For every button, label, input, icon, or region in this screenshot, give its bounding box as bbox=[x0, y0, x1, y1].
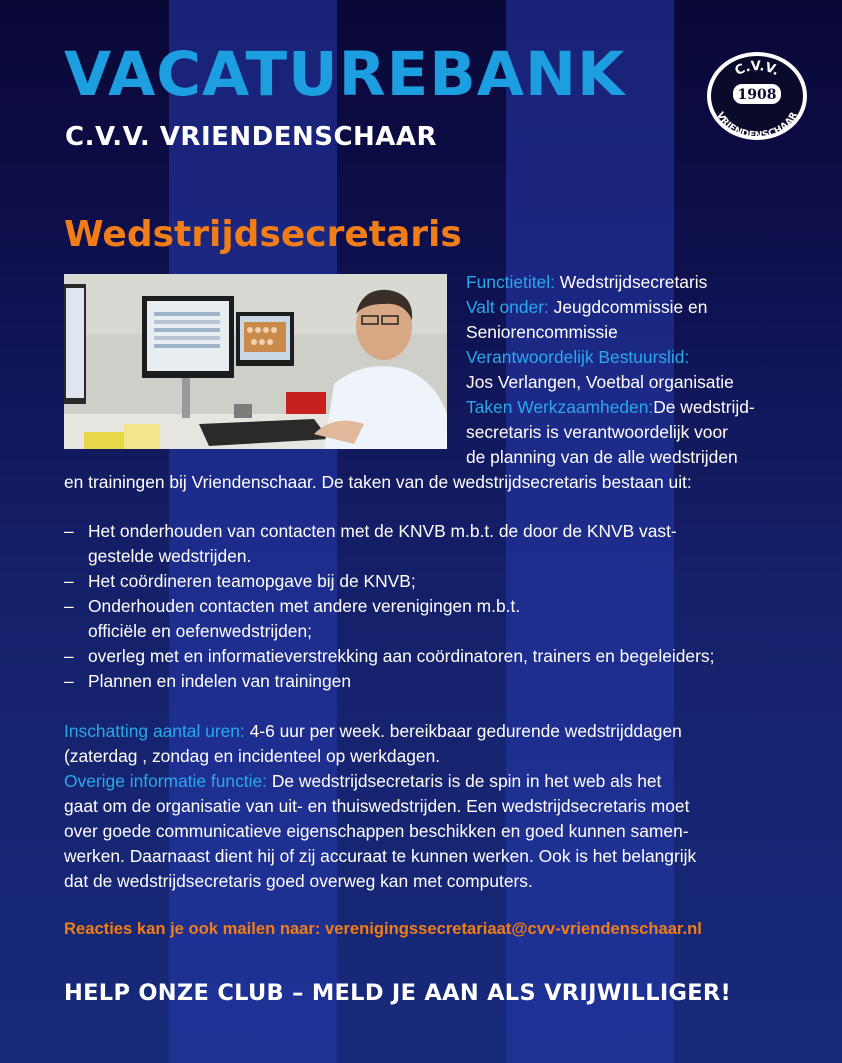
club-name: C.V.V. VRIENDENSCHAAR bbox=[65, 122, 438, 152]
logo-year: 1908 bbox=[737, 87, 777, 103]
tasks-value-2: secretaris is verantwoordelijk voor bbox=[466, 422, 728, 442]
function-title-value: Wedstrijdsecretaris bbox=[559, 272, 708, 292]
board-member-label: Verantwoordelijk Bestuurslid: bbox=[466, 347, 690, 367]
task-line: Het coördineren teamopgave bij de KNVB; bbox=[88, 571, 416, 591]
task-line: Onderhouden contacten met andere verenigingen m.b.t. bbox=[88, 596, 521, 616]
other-info-value-5: dat de wedstrijdsecretaris goed overweg kan met computers. bbox=[64, 871, 533, 891]
page-title: VACATUREBANK bbox=[64, 39, 626, 110]
falls-under-value: Jeugdcommissie en bbox=[553, 297, 708, 317]
function-title-row bbox=[466, 270, 786, 295]
hours-value-2: (zaterdag , zondag en incidenteel op werkdagen. bbox=[64, 746, 441, 766]
task-line: Plannen en indelen van trainingen bbox=[88, 671, 351, 691]
hours-block bbox=[64, 719, 784, 894]
hours-label: Inschatting aantal uren: bbox=[64, 721, 245, 741]
volunteer-call-to-action: HELP ONZE CLUB – MELD JE AAN ALS VRIJWILLIGER! bbox=[64, 980, 732, 1006]
vacancy-details bbox=[466, 270, 786, 470]
task-line-continued: officiële en oefenwedstrijden; bbox=[88, 621, 312, 641]
falls-under-value-2: Seniorencommissie bbox=[466, 322, 618, 342]
tasks-value-3: de planning van de alle wedstrijden bbox=[466, 447, 738, 467]
other-info-value-4: werken. Daarnaast dient hij of zij accuraat te kunnen werken. Ook is het belangrijk bbox=[64, 846, 697, 866]
vacancy-heading: Wedstrijdsecretaris bbox=[64, 214, 462, 255]
tasks-intro: en trainingen bij Vriendenschaar. De taken van de wedstrijdsecretaris bestaan uit: bbox=[64, 472, 692, 492]
reactions-line bbox=[64, 919, 702, 939]
logo-top-text: C.V.V. bbox=[732, 58, 782, 80]
bullet-dash: – bbox=[64, 571, 74, 591]
man-at-computer-illustration bbox=[64, 274, 447, 449]
vacancy-photo bbox=[64, 274, 447, 449]
task-line-continued: gestelde wedstrijden. bbox=[88, 546, 252, 566]
other-info-row bbox=[64, 769, 784, 794]
other-info-label: Overige informatie functie: bbox=[64, 771, 267, 791]
board-member-value: Jos Verlangen, Voetbal organisatie bbox=[466, 372, 734, 392]
hours-value: 4-6 uur per week. bereikbaar gedurende wedstrijddagen bbox=[249, 721, 682, 741]
tasks-label: Taken Werkzaamheden: bbox=[466, 397, 654, 417]
task-line: Het onderhouden van contacten met de KNVB m.b.t. de door de KNVB vast- bbox=[88, 521, 677, 541]
bullet-dash: – bbox=[64, 646, 74, 666]
falls-under-label: Valt onder: bbox=[466, 297, 549, 317]
list-item bbox=[64, 519, 784, 569]
tasks-value: De wedstrijd- bbox=[653, 397, 755, 417]
list-item bbox=[64, 594, 784, 644]
list-item bbox=[64, 669, 784, 694]
list-item bbox=[64, 569, 784, 594]
bullet-dash: – bbox=[64, 596, 74, 616]
reactions-text: Reacties kan je ook mailen naar: bbox=[64, 919, 326, 938]
bullet-dash: – bbox=[64, 671, 74, 691]
bullet-dash: – bbox=[64, 521, 74, 541]
logo-bottom-text: VRIENDENSCHAAR bbox=[714, 110, 800, 142]
list-item bbox=[64, 644, 784, 669]
tasks-row bbox=[466, 395, 786, 420]
club-logo bbox=[705, 50, 809, 142]
falls-under-row bbox=[466, 295, 786, 320]
other-info-value-3: over goede communicatieve eigenschappen beschikken en goed kunnen samen- bbox=[64, 821, 689, 841]
other-info-value: De wedstrijdsecretaris is de spin in het web als het bbox=[271, 771, 662, 791]
other-info-value-2: gaat om de organisatie van uit- en thuiswedstrijden. Een wedstrijdsecretaris moet bbox=[64, 796, 690, 816]
hours-row bbox=[64, 719, 784, 744]
function-title-label: Functietitel: bbox=[466, 272, 555, 292]
task-list bbox=[64, 519, 784, 694]
email-link[interactable]: verenigingssecretariaat@cvv-vriendenschaar.nl bbox=[325, 919, 702, 938]
task-line: overleg met en informatieverstrekking aan coördinatoren, trainers en begeleiders; bbox=[88, 646, 715, 666]
